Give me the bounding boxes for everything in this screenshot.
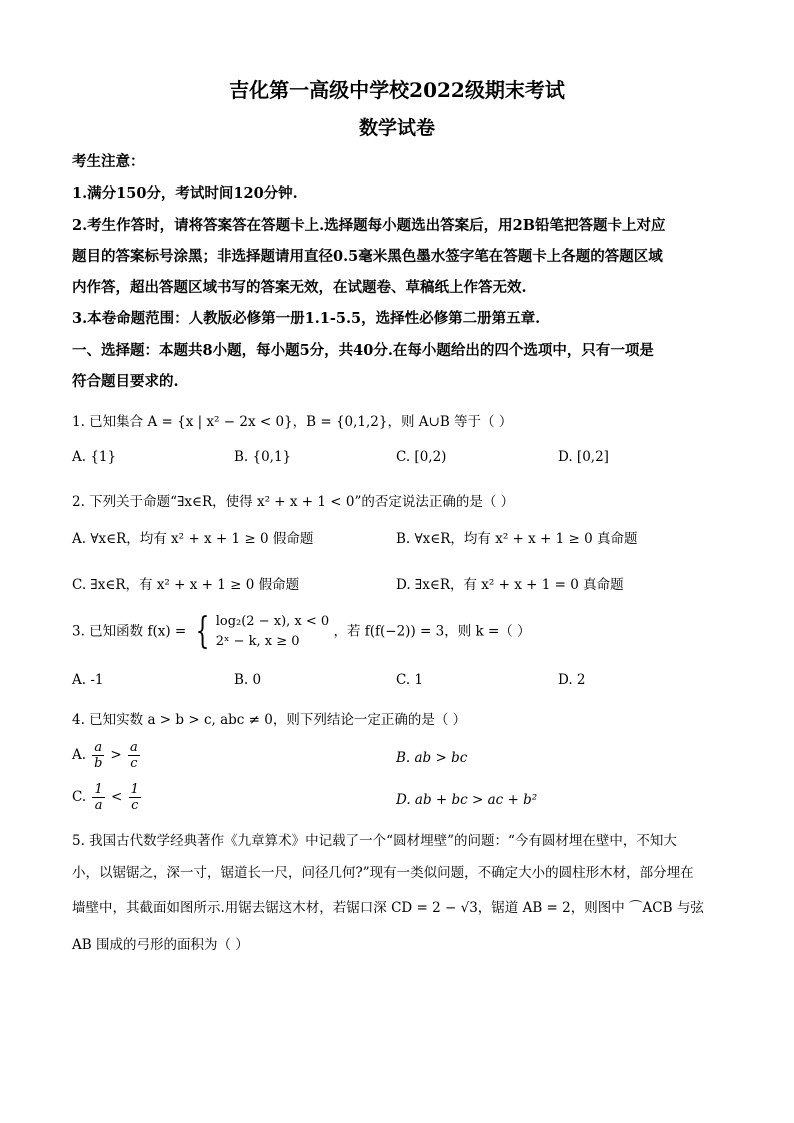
piecewise-cases	[216, 612, 329, 652]
fraction-numerator: 1	[94, 782, 103, 797]
question-1-stem: 1. 已知集合 A = {x | x² − 2x < 0}，B = {0,1,2}，则 A∪B 等于（ ）	[72, 414, 513, 430]
fraction-numerator: a	[94, 740, 103, 755]
fraction-1-over-a	[92, 782, 104, 813]
option-a-label: A.	[72, 747, 87, 763]
question-4-option-d: D. ab + bc > ac + b²	[396, 792, 538, 808]
exam-title: 吉化第一高级中学校2022级期末考试	[229, 78, 565, 102]
question-2-stem: 2. 下列关于命题“∃x∈R，使得 x² + x + 1 < 0”的否定说法正确的是（ ）	[72, 494, 515, 510]
question-4-option-a	[72, 740, 142, 771]
fraction-denominator: b	[94, 756, 103, 771]
question-5-line-1: 5. 我国古代数学经典著作《九章算术》中记载了一个“圆材埋壁”的问题：“今有圆材埋在壁中，不知大	[72, 833, 677, 849]
section-1-heading: 一、选择题：本题共8小题，每小题5分，共40分.在每小题给出的四个选项中，只有一项是	[72, 342, 654, 359]
piecewise-brace: {	[195, 611, 209, 652]
question-2-option-c: C. ∃x∈R，有 x² + x + 1 ≥ 0 假命题	[72, 577, 300, 593]
question-5-line-4: AB 围成的弓形的面积为（ ）	[72, 937, 249, 953]
notice-item-2-line-2: 题目的答案标号涂黑；非选择题请用直径0.5毫米黑色墨水签字笔在答题卡上各题的答题区域	[72, 248, 663, 265]
fraction-denominator: c	[131, 798, 139, 813]
question-1-option-c: C. [0,2)	[396, 449, 447, 465]
exam-subtitle: 数学试卷	[358, 117, 435, 139]
option-c-label: C.	[72, 789, 87, 805]
fraction-1-over-c	[129, 782, 141, 813]
notice-heading: 考生注意：	[72, 153, 145, 170]
fraction-numerator: 1	[130, 782, 139, 797]
comparison-operator: <	[111, 789, 123, 805]
question-3-option-c: C. 1	[396, 672, 424, 688]
question-3-option-d: D. 2	[558, 672, 586, 688]
question-3-stem	[72, 612, 531, 652]
question-2-option-a: A. ∀x∈R，均有 x² + x + 1 ≥ 0 假命题	[72, 531, 314, 547]
question-3-stem-prefix: 3. 已知函数 f(x) =	[72, 623, 187, 640]
question-5-line-3: 墙壁中，其截面如图所示.用锯去锯这木材，若锯口深 CD = 2 − √3，锯道 AB = 2，则图中 ⌒ACB 与弦	[72, 900, 704, 916]
question-2-option-b: B. ∀x∈R，均有 x² + x + 1 ≥ 0 真命题	[396, 531, 638, 547]
notice-item-1: 1.满分150分，考试时间120分钟.	[72, 185, 298, 202]
question-1-option-a: A. {1}	[72, 449, 117, 465]
piecewise-case-1: log₂(2 − x), x < 0	[215, 614, 330, 629]
question-5-line-2: 小，以锯锯之，深一寸，锯道长一尺，问径几何?”现有一类似问题，不确定大小的圆柱形木材，部分埋在	[72, 865, 694, 881]
fraction-a-over-c	[128, 740, 140, 771]
question-4-option-b: B. ab > bc	[396, 750, 468, 766]
notice-item-3: 3.本卷命题范围：人教版必修第一册1.1-5.5，选择性必修第二册第五章.	[72, 310, 541, 327]
notice-item-2-line-3: 内作答，超出答题区域书写的答案无效，在试题卷、草稿纸上作答无效.	[72, 279, 527, 296]
fraction-denominator: a	[94, 798, 103, 813]
piecewise-case-2: 2ˣ − k, x ≥ 0	[215, 634, 300, 649]
question-1-option-b: B. {0,1}	[234, 449, 292, 465]
question-3-option-a: A. -1	[72, 672, 104, 688]
question-2-option-d: D. ∃x∈R，有 x² + x + 1 = 0 真命题	[396, 577, 624, 593]
question-3-stem-suffix: ，若 f(f(−2)) = 3，则 k =（ ）	[333, 623, 531, 640]
comparison-operator: >	[110, 747, 122, 763]
question-3-option-b: B. 0	[234, 672, 262, 688]
fraction-numerator: a	[130, 740, 138, 755]
notice-item-2-line-1: 2.考生作答时，请将答案答在答题卡上.选择题每小题选出答案后，用2B铅笔把答题卡上对应	[72, 217, 666, 234]
question-1-option-d: D. [0,2]	[558, 449, 609, 465]
section-1-heading-line-2: 符合题目要求的.	[72, 373, 179, 390]
fraction-denominator: c	[130, 756, 138, 771]
question-4-stem: 4. 已知实数 a > b > c, abc ≠ 0，则下列结论一定正确的是（ ）	[72, 712, 467, 728]
fraction-a-over-b	[92, 740, 104, 771]
question-4-option-c	[72, 782, 143, 813]
